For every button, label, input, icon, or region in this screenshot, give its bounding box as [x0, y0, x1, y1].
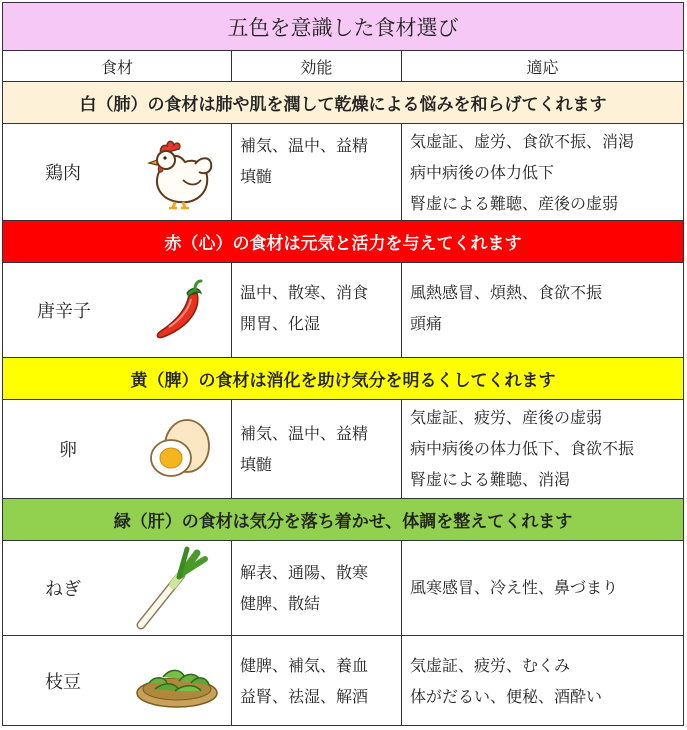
edamame-icon [135, 653, 219, 709]
indications-line: 腎虚による難聴、産後の虚弱 [410, 194, 619, 213]
ingredient-name: ねぎ [45, 579, 81, 600]
indications-cell [402, 541, 683, 635]
indications-line: 気虚証、虚労、食欲不振、消渇 [410, 132, 635, 151]
ingredient-cell [3, 400, 232, 498]
indications-cell [402, 400, 683, 498]
chili-pepper-icon [149, 279, 209, 341]
indications-line: 腎虚による難聴、消渇 [410, 470, 571, 489]
banner-yellow-spleen: 黄（脾）の食材は消化を助け気分を明るくしてくれます [2, 358, 684, 400]
effects-line: 健脾、散結 [240, 594, 321, 613]
table-row [2, 263, 684, 358]
indications-line: 風熱感冒、煩熱、食欲不振 [410, 283, 603, 302]
indications-line: 病中病後の体力低下、食欲不振 [410, 439, 635, 458]
table-row [2, 541, 684, 636]
effects-line: 開胃、化湿 [240, 314, 321, 333]
indications-line: 病中病後の体力低下 [410, 163, 555, 182]
ingredient-cell [3, 124, 232, 220]
indications-line: 気虚証、疲労、産後の虚弱 [410, 408, 603, 427]
effects-line: 補気、温中、益精 [240, 424, 369, 443]
boiled-egg-icon [145, 416, 215, 482]
effects-line: 益腎、祛湿、解酒 [240, 687, 369, 706]
ingredient-name: 鶏肉 [45, 163, 81, 184]
indications-line: 風寒感冒、冷え性、鼻づまり [410, 578, 619, 597]
indications-cell [402, 263, 683, 357]
effects-line: 健脾、補気、養血 [240, 656, 369, 675]
ingredient-cell [3, 636, 232, 725]
effects-line: 填髄 [240, 167, 273, 186]
table-row [2, 636, 684, 726]
green-onion-icon [131, 545, 211, 631]
table-row [2, 400, 684, 499]
effects-line: 解表、通陽、散寒 [240, 563, 369, 582]
effects-cell [232, 124, 402, 220]
table-row [2, 124, 684, 221]
ingredient-name: 枝豆 [45, 671, 81, 693]
table-title: 五色を意識した食材選び [2, 2, 684, 51]
indications-cell [402, 124, 683, 220]
chicken-icon [139, 134, 217, 210]
header-effects: 効能 [232, 51, 402, 81]
effects-line: 温中、散寒、消食 [240, 283, 369, 302]
ingredient-cell [3, 541, 232, 635]
header-ingredient: 食材 [3, 51, 232, 81]
indications-line: 気虚証、疲労、むくみ [410, 656, 571, 675]
header-indications: 適応 [526, 57, 559, 77]
banner-white-lung: 白（肺）の食材は肺や肌を潤して乾燥による悩みを和らげてくれます [2, 82, 684, 124]
ingredient-name: 卵 [59, 440, 77, 461]
indications-cell [402, 636, 683, 725]
effects-line: 補気、温中、益精 [240, 136, 369, 155]
effects-cell [232, 263, 402, 357]
effects-line: 填髄 [240, 455, 273, 474]
effects-cell [232, 636, 402, 725]
effects-cell [232, 400, 402, 498]
indications-line: 頭痛 [410, 314, 443, 333]
ingredient-cell [3, 263, 232, 357]
indications-line: 体がだるい、便秘、酒酔い [410, 687, 603, 706]
ingredient-name: 唐辛子 [37, 301, 91, 322]
effects-cell [232, 541, 402, 635]
banner-green-liver: 緑（肝）の食材は気分を落ち着かせ、体調を整えてくれます [2, 499, 684, 541]
header-row [2, 51, 684, 82]
banner-red-heart: 赤（心）の食材は元気と活力を与えてくれます [2, 221, 684, 263]
